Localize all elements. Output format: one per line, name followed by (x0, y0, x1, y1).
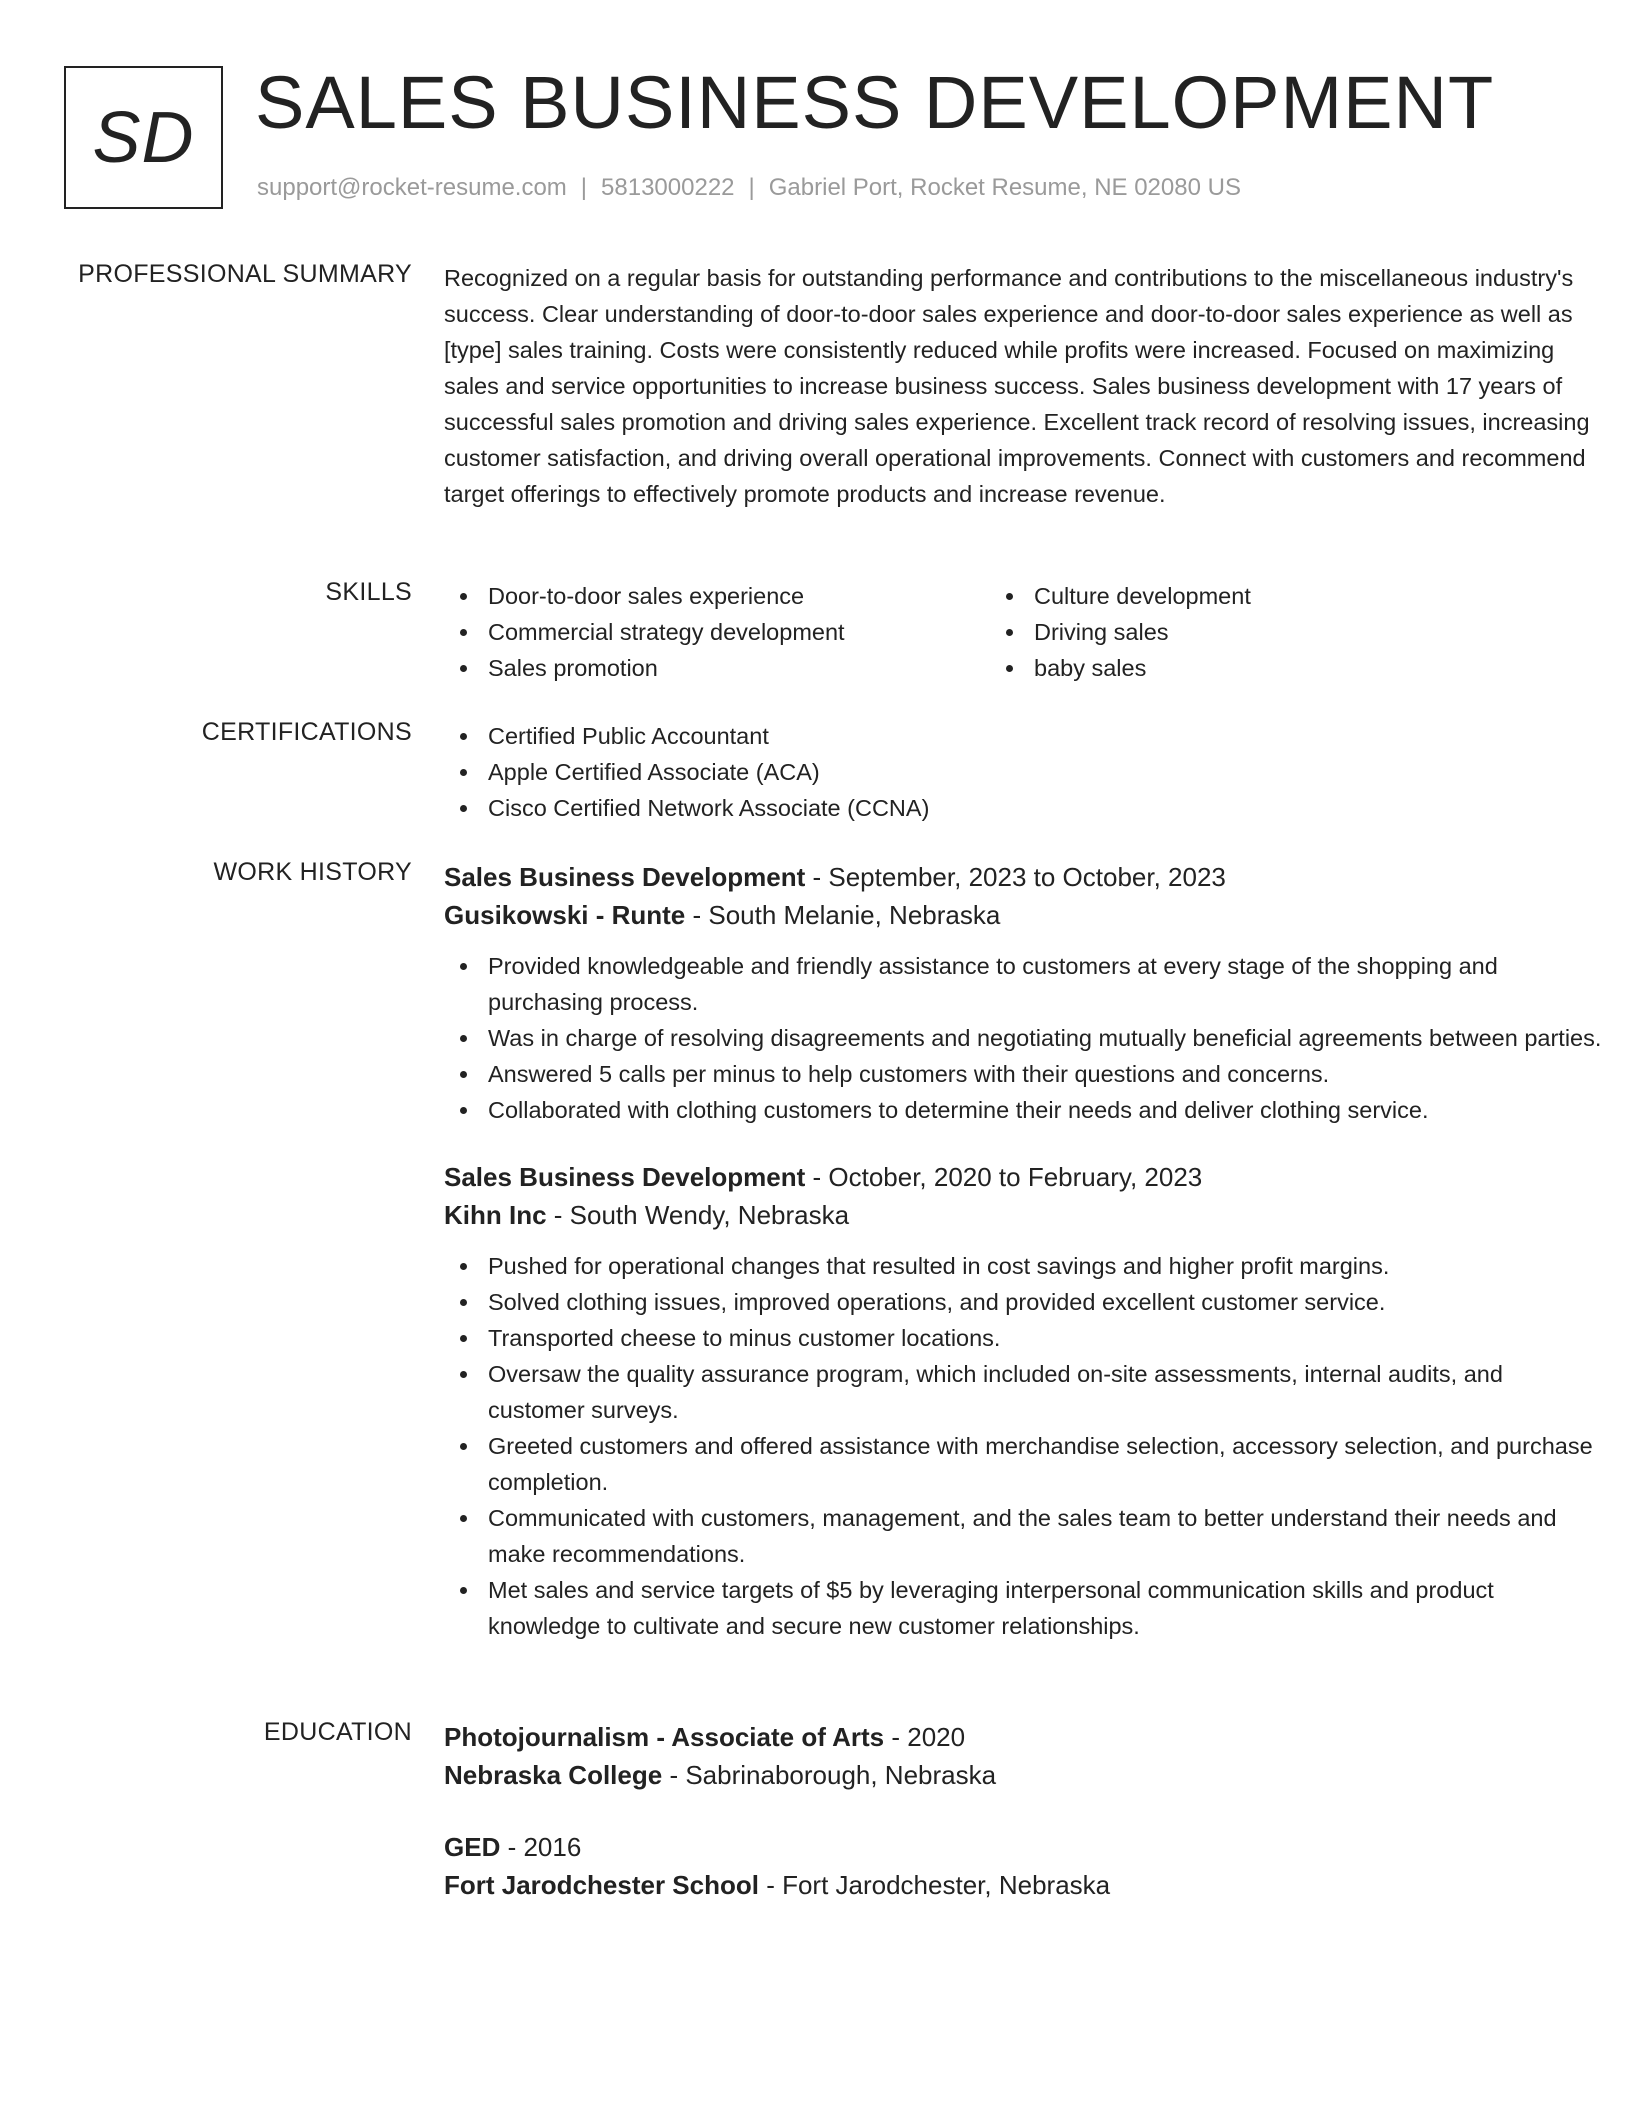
skill-item: Commercial strategy development (444, 614, 990, 650)
company-line (444, 896, 1604, 934)
job-title: Sales Business Development (444, 862, 806, 892)
company-location: - South Melanie, Nebraska (685, 900, 1001, 930)
contact-line (257, 174, 1241, 202)
monogram-initials: SD (92, 97, 195, 178)
monogram-box (64, 66, 223, 209)
job-duty: Communicated with customers, management, and the sales team to better understand their needs and make recommendations. (444, 1500, 1604, 1572)
education-entry (444, 1828, 1604, 1904)
section-label: PROFESSIONAL SUMMARY (78, 260, 412, 288)
degree-name: Photojournalism - Associate of Arts (444, 1722, 885, 1752)
contact-address: Gabriel Port, Rocket Resume, NE 02080 US (768, 174, 1241, 201)
certifications-list (444, 718, 1604, 826)
job-entry (444, 1158, 1604, 1644)
contact-separator: | (580, 174, 588, 201)
company-location: - South Wendy, Nebraska (546, 1200, 850, 1230)
education-entry (444, 1718, 1604, 1794)
job-duty: Transported cheese to minus customer locations. (444, 1320, 1604, 1356)
skills-list-left (444, 578, 990, 686)
school-location: - Fort Jarodchester, Nebraska (758, 1870, 1111, 1900)
degree-line (444, 1718, 1604, 1756)
job-duty: Was in charge of resolving disagreements and negotiating mutually beneficial agreements between parties. (444, 1020, 1604, 1056)
company-line (444, 1196, 1604, 1234)
job-dates: - September, 2023 to October, 2023 (805, 862, 1226, 892)
certification-item: Certified Public Accountant (444, 718, 1604, 754)
skill-item: Culture development (990, 578, 1536, 614)
section-label: SKILLS (325, 578, 412, 606)
school-location: - Sabrinaborough, Nebraska (662, 1760, 997, 1790)
job-duties-list (444, 948, 1604, 1128)
skills-list-right (990, 578, 1536, 686)
contact-separator: | (748, 174, 755, 201)
school-name: Fort Jarodchester School (444, 1870, 759, 1900)
company-name: Gusikowski - Runte (444, 900, 686, 930)
school-line (444, 1756, 1604, 1794)
job-duty: Met sales and service targets of $5 by leveraging interpersonal communication skills and product knowledge to cultivate and secure new customer relationships. (444, 1572, 1604, 1644)
skill-item: baby sales (990, 650, 1536, 686)
job-duty: Answered 5 calls per minus to help customers with their questions and concerns. (444, 1056, 1604, 1092)
job-duty: Greeted customers and offered assistance with merchandise selection, accessory selection, and purchase completion. (444, 1428, 1604, 1500)
skill-item: Sales promotion (444, 650, 990, 686)
resume-name: SALES BUSINESS DEVELOPMENT (255, 61, 1495, 144)
job-duties-list (444, 1248, 1604, 1644)
job-title-line (444, 858, 1604, 896)
resume-header (64, 61, 1584, 212)
degree-name: GED (444, 1832, 501, 1862)
section-label: WORK HISTORY (213, 858, 412, 886)
skill-item: Driving sales (990, 614, 1536, 650)
job-dates: - October, 2020 to February, 2023 (805, 1162, 1203, 1192)
degree-year: - 2016 (500, 1832, 582, 1862)
contact-email[interactable]: support@rocket-resume.com (257, 174, 567, 201)
degree-year: - 2020 (884, 1722, 966, 1752)
school-name: Nebraska College (444, 1760, 663, 1790)
section-label: EDUCATION (263, 1718, 412, 1746)
job-duty: Solved clothing issues, improved operations, and provided excellent customer service. (444, 1284, 1604, 1320)
contact-phone[interactable]: 5813000222 (601, 174, 735, 201)
summary-text: Recognized on a regular basis for outstanding performance and contributions to the miscellaneous industry's success. Clear understanding of door-to-door sales experience and door-to-door sales experience as well as [type] sales training. Costs were consistently reduced while profits were increased. Focused on maximizing sales and service opportunities to increase business success. Sales business development with 17 years of successful sales promotion and driving sales experience. Excellent track record of resolving issues, increasing customer satisfaction, and driving overall operational improvements. Connect with customers and recommend target offerings to effectively promote products and increase revenue. (444, 265, 1590, 507)
job-duty: Oversaw the quality assurance program, which included on-site assessments, internal audits, and customer surveys. (444, 1356, 1604, 1428)
degree-line (444, 1828, 1604, 1866)
job-title: Sales Business Development (444, 1162, 806, 1192)
job-duty: Pushed for operational changes that resulted in cost savings and higher profit margins. (444, 1248, 1604, 1284)
job-entry (444, 858, 1604, 1128)
certification-item: Apple Certified Associate (ACA) (444, 754, 1604, 790)
job-duty: Collaborated with clothing customers to determine their needs and deliver clothing service. (444, 1092, 1604, 1128)
company-name: Kihn Inc (444, 1200, 547, 1230)
school-line (444, 1866, 1604, 1904)
section-label: CERTIFICATIONS (201, 718, 412, 746)
skill-item: Door-to-door sales experience (444, 578, 990, 614)
certification-item: Cisco Certified Network Associate (CCNA) (444, 790, 1604, 826)
job-duty: Provided knowledgeable and friendly assistance to customers at every stage of the shopping and purchasing process. (444, 948, 1604, 1020)
job-title-line (444, 1158, 1604, 1196)
